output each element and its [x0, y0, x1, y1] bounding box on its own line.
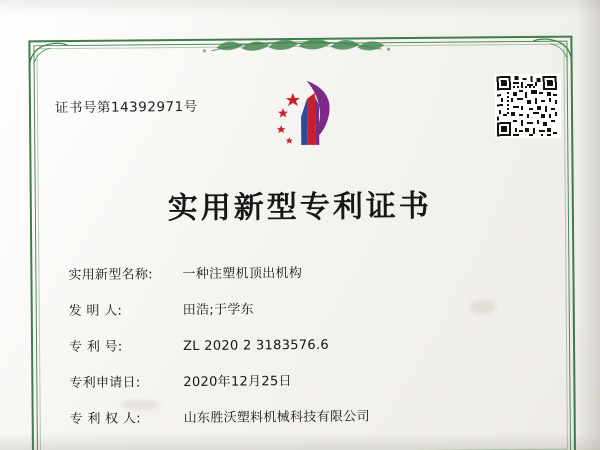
scan-artifact: [470, 300, 496, 314]
field-label-inventor: 发 明 人:: [68, 303, 123, 320]
field-value-utility-model-name: 一种注塑机顶出机构: [182, 265, 303, 283]
field-application-date: [69, 368, 541, 391]
field-label-application-date: 专利申请日:: [69, 375, 141, 392]
page-shadow-bottom: [0, 432, 600, 450]
scan-artifact: [120, 400, 160, 410]
page-shadow-right: [576, 0, 600, 450]
page-title: 实用新型专利证书: [167, 188, 432, 227]
top-ornament-band: [36, 31, 564, 58]
certificate-number: 证书号第14392971号: [54, 98, 198, 117]
qr-code: [495, 74, 562, 139]
field-label-utility-model-name: 实用新型名称:: [68, 267, 153, 284]
field-label-patentee: 专 利 权 人:: [69, 411, 141, 428]
field-value-patent-number: ZL 2020 2 3183576.6: [182, 337, 330, 355]
field-value-patentee: 山东胜沃塑料机械科技有限公司: [183, 409, 370, 427]
field-patent-number: [69, 332, 541, 355]
field-label-patent-number: 专 利 号:: [68, 339, 123, 356]
field-value-application-date: 2020年12月25日: [183, 374, 292, 391]
patent-office-logo: [257, 75, 344, 160]
page-shadow-top: [0, 0, 600, 16]
field-value-inventor: 田浩;于学东: [182, 302, 254, 319]
field-utility-model-name: [68, 260, 540, 283]
certificate-fields: [68, 260, 542, 444]
